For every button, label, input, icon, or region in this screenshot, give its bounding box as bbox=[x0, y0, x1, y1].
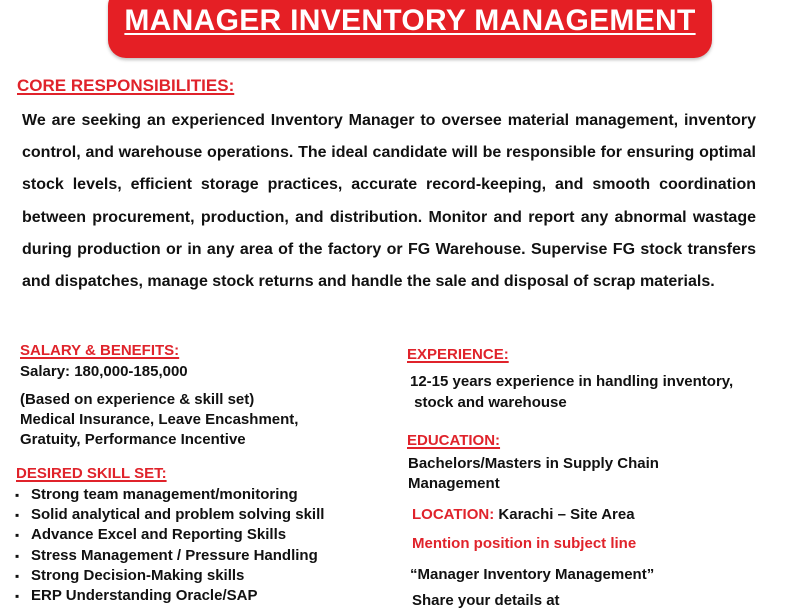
mention-position-note: Mention position in subject line bbox=[412, 535, 637, 552]
experience-line-1: 12-15 years experience in handling inventory, bbox=[410, 373, 734, 390]
square-bullet-icon: ▪ bbox=[15, 568, 20, 583]
list-item bbox=[14, 546, 324, 566]
list-item bbox=[14, 566, 324, 586]
square-bullet-icon: ▪ bbox=[15, 588, 20, 603]
salary-note: (Based on experience & skill set) bbox=[20, 391, 255, 408]
benefits-line-2: Gratuity, Performance Incentive bbox=[20, 431, 246, 448]
experience-heading: EXPERIENCE: bbox=[407, 346, 509, 363]
location-value: Karachi – Site Area bbox=[498, 506, 635, 523]
list-item bbox=[14, 586, 324, 606]
square-bullet-icon: ▪ bbox=[15, 508, 20, 523]
subject-line-text: “Manager Inventory Management” bbox=[410, 566, 655, 583]
education-line-2: Management bbox=[408, 475, 500, 492]
skill-text: Strong Decision-Making skills bbox=[31, 566, 245, 584]
education-line-1: Bachelors/Masters in Supply Chain bbox=[408, 455, 659, 472]
square-bullet-icon: ▪ bbox=[15, 488, 20, 502]
skill-text: Stress Management / Pressure Handling bbox=[31, 546, 318, 564]
skill-list bbox=[14, 485, 324, 606]
core-responsibilities-text: We are seeking an experienced Inventory Manager to oversee material management, inventory control, and warehouse operations. The ideal candidate will be responsible for ensuring optimal stock levels, efficient storage practices, accurate record-keeping, and smooth coordination between procurement, production, and distribution. Monitor and report any abnormal wastage during production or in any area of the factory or FG Warehouse. Supervise FG stock transfers and dispatches, manage stock returns and handle the sale and disposal of scrap materials. bbox=[22, 112, 756, 291]
page-title: MANAGER INVENTORY MANAGEMENT bbox=[124, 4, 696, 37]
salary-range: Salary: 180,000-185,000 bbox=[20, 363, 188, 380]
education-heading: EDUCATION: bbox=[407, 432, 501, 449]
square-bullet-icon: ▪ bbox=[15, 528, 20, 543]
location-label: LOCATION: bbox=[412, 506, 495, 523]
list-item bbox=[14, 505, 324, 525]
skill-text: Advance Excel and Reporting Skills bbox=[31, 526, 287, 544]
list-item bbox=[14, 485, 324, 505]
skill-text: Strong team management/monitoring bbox=[31, 486, 298, 503]
share-details-text: Share your details at bbox=[412, 592, 560, 609]
experience-line-2: stock and warehouse bbox=[410, 394, 567, 411]
core-responsibilities-heading: CORE RESPONSIBILITIES: bbox=[17, 76, 235, 95]
square-bullet-icon: ▪ bbox=[15, 548, 20, 563]
benefits-line-1: Medical Insurance, Leave Encashment, bbox=[20, 411, 299, 428]
list-item bbox=[14, 525, 324, 545]
location-line bbox=[412, 506, 635, 523]
skill-text: ERP Understanding Oracle/SAP bbox=[31, 586, 258, 604]
salary-benefits-heading: SALARY & BENEFITS: bbox=[20, 342, 180, 359]
skill-set-heading: DESIRED SKILL SET: bbox=[16, 465, 167, 482]
skill-text: Solid analytical and problem solving skill bbox=[31, 506, 325, 524]
